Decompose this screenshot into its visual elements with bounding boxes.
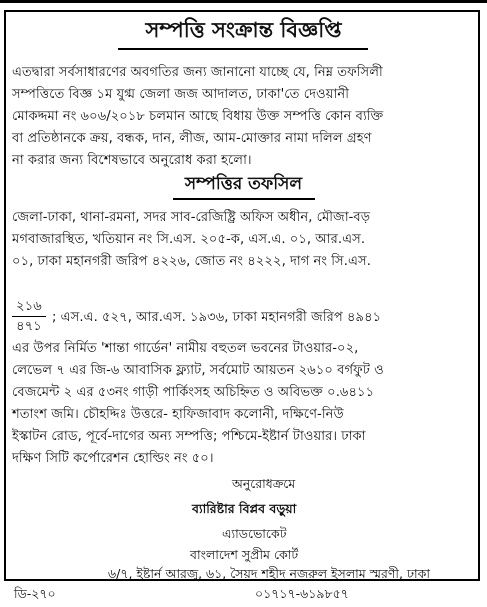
intro-line-4: বা প্রতিষ্ঠানকে ক্রয়, বন্ধক, দান, লীজ, আম-মোক্তার নামা দলিল গ্রহণ <box>12 131 372 146</box>
fraction-numerator: ২১৬ <box>16 299 42 314</box>
signature-name: ব্যারিষ্টার বিপ্লব বড়ুয়া <box>192 501 297 516</box>
signature-address: ৬/৭, ইষ্টার্ন আরজু, ৬১, সৈয়দ শহীদ নজরুল ইসলাম স্মরণী, ঢাকা <box>108 566 431 581</box>
intro-line-3: মোকদ্দমা নং ৬০৬/২০১৮ চলমান আছে বিধায় উক্ত সম্পত্তি কোন ব্যক্তি <box>12 109 384 124</box>
signature-court: বাংলাদেশ সুপ্রীম কোর্ট <box>190 547 299 562</box>
notice-code: ডি-২৭০ <box>14 586 56 601</box>
schedule-line-4: এর উপর নির্মিত 'শান্তা গার্ডেন' নামীয় বহুতল ভবনের টাওয়ার-০২, <box>12 341 359 356</box>
signature-designation: এ্যাডভোকেট <box>222 526 287 541</box>
plot-fraction <box>12 298 46 335</box>
schedule-line-3: ০১, ঢাকা মহানগরী জরিপ ৪২২৬, জোত নং ৪২২২, দাগ নং সি.এস. <box>12 254 371 269</box>
intro-line-2: সম্পত্তিতে বিজ্ঞ ১ম যুগ্ম জেলা জজ আদালত, ঢাকা'তে দেওয়ানী <box>12 87 349 102</box>
intro-line-1: এতদ্বারা সর্বসাধারণের অবগতির জন্য জানানো যাচ্ছে যে, নিম্ন তফসিলী <box>12 65 383 80</box>
schedule-line-8: ইস্কাটন রোড, পূর্বে-দাগের অন্য সম্পত্তি; পশ্চিমে-ইষ্টার্ন টাওয়ার। ঢাকা <box>12 429 366 444</box>
schedule-title-underline <box>173 198 315 200</box>
fraction-line-text: ; এস.এ. ৫২৭, আর.এস. ১৯৩৬, ঢাকা মহানগরী জরিপ ৪৯৪১ <box>52 310 382 325</box>
title-underline <box>118 48 368 50</box>
intro-line-5: না করার জন্য বিশেষভাবে অনুরোধ করা হলো। <box>12 153 252 168</box>
notice-title: সম্পত্তি সংক্রান্ত বিজ্ঞপ্তি <box>145 18 342 42</box>
signature-request-by: অনুরোধক্রমে <box>232 476 296 491</box>
fraction-denominator: ৪৭১ <box>16 319 42 334</box>
schedule-line-1: জেলা-ঢাকা, থানা-রমনা, সদর সাব-রেজিষ্ট্রি অফিস অধীন, মৌজা-বড় <box>12 210 371 225</box>
schedule-line-5: লেভেল ৭ এর জি-৬ আবাসিক ফ্ল্যাট, সর্বমোট আয়তন ২৬১০ বর্গফুট ও <box>12 363 384 378</box>
schedule-title: সম্পত্তির তফসিল <box>184 174 303 194</box>
schedule-line-6: বেজমেন্ট ২ এর ৫৩নং গাড়ী পার্কিংসহ অচিহ্নিত ও অবিভক্ত ০.৬৪১১ <box>12 385 375 400</box>
schedule-line-7: শতাংশ জমি। চৌহদ্দিঃ উত্তরে- হাফিজাবাদ কলোনী, দক্ষিণে-নিউ <box>12 407 344 422</box>
schedule-line-2: মগবাজারস্থিত, খতিয়ান নং সি.এস. ২০৫-ক, এস.এ. ০১, আর.এস. <box>12 232 366 247</box>
fraction-bar <box>12 316 46 317</box>
schedule-line-9: দক্ষিণ সিটি কর্পোরেশন হোল্ডিং নং ৫০। <box>12 451 214 466</box>
top-rule <box>0 0 487 3</box>
signature-phone: ০১৭১৭-৬১৯৮৫৭ <box>255 586 349 601</box>
